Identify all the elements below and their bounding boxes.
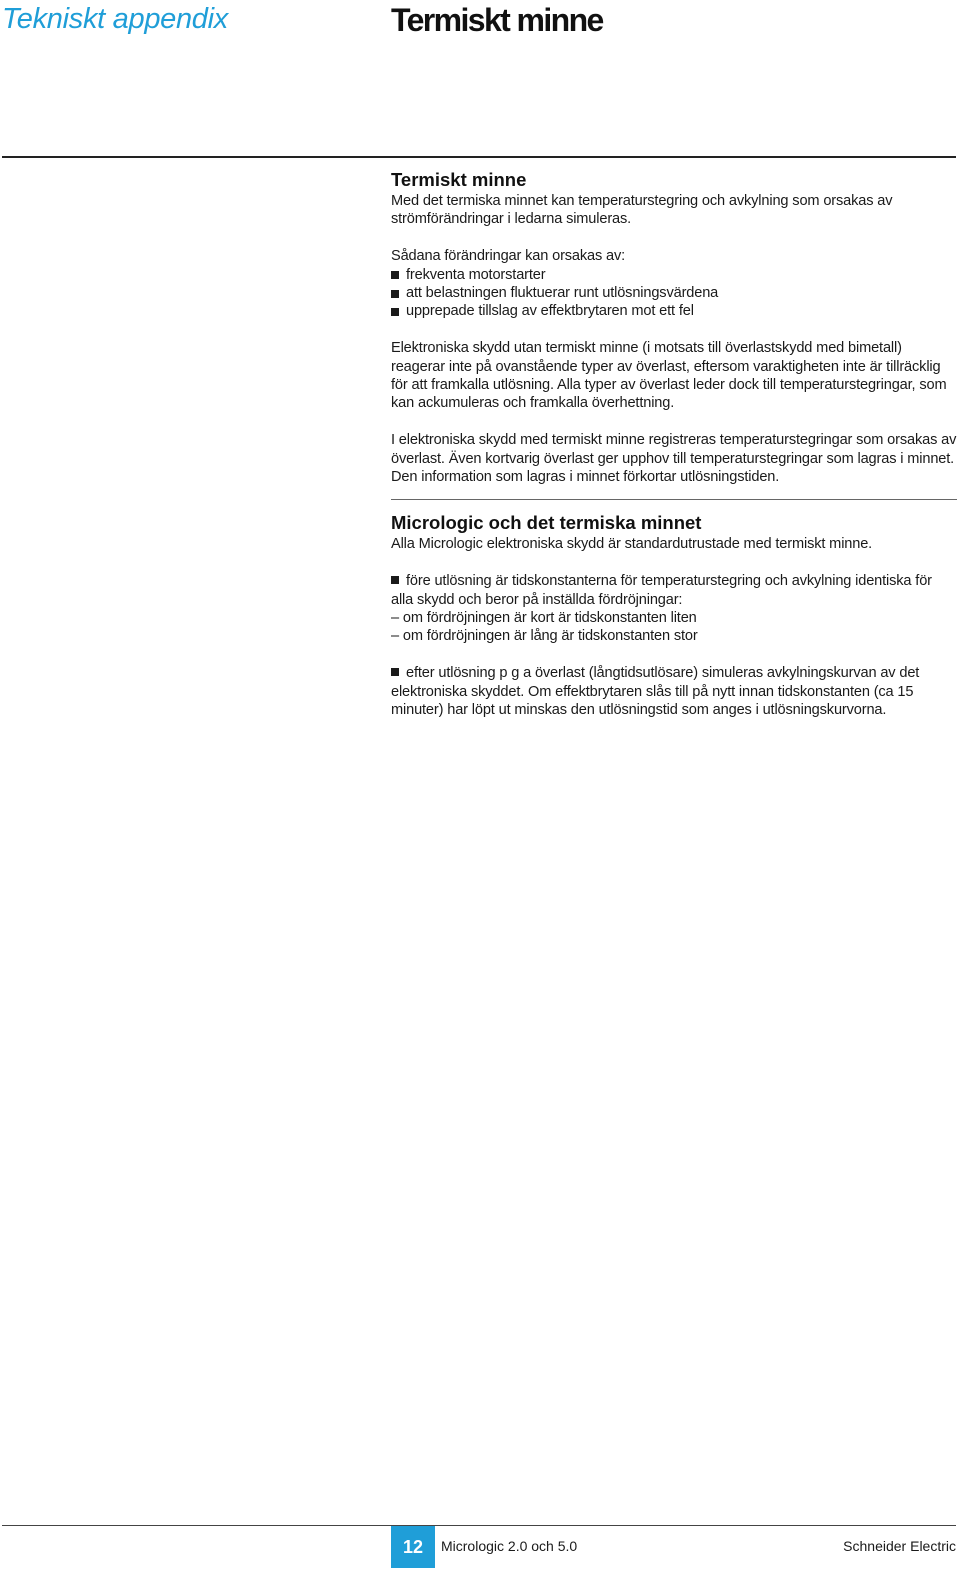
electronic-protection-paragraph: Elektroniska skydd utan termiskt minne (i motsats till överlastskydd med bimetall) reagerar inte på ovanstående typer av överlast, eftersom varaktigheten inte är tillräcklig för att framkalla utlösning. Alla typer av överlast leder dock till temperaturstegringar, som kan ackumuleras och framkalla överhettning. <box>391 340 947 412</box>
list-item-text: att belastningen fluktuerar runt utlösningsvärdena <box>406 285 719 302</box>
list-item-text: upprepade tillslag av effektbrytaren mot ett fel <box>406 303 694 320</box>
square-bullet-icon <box>391 271 399 279</box>
list-item <box>391 302 957 320</box>
list-item-text: efter utlösning p g a överlast (långtidsutlösare) simuleras avkylningskurvan av det elektroniska skyddet. Om effektbrytaren slås till på nytt innan tidskonstanten (ca 15 minuter) har löpt ut minskas den utlösningstid som anges i utlösningskurvorna. <box>391 665 920 719</box>
square-bullet-icon <box>391 668 399 676</box>
list-item <box>391 572 957 609</box>
page-number: 12 <box>391 1526 435 1568</box>
section-divider <box>391 499 957 500</box>
section-heading-micrologic: Micrologic och det termiska minnet <box>391 512 702 534</box>
section-heading-thermal-memory: Termiskt minne <box>391 169 527 190</box>
causes-lead: Sådana förändringar kan orsakas av: <box>391 248 626 265</box>
thermal-memory-paragraph: I elektroniska skydd med termiskt minne registreras temperaturstegringar som orsakas av överlast. Även kortvarig överlast ger upphov till temperaturstegringar som lagras i minnet. <box>391 432 957 467</box>
list-item <box>391 284 957 302</box>
stored-info-paragraph: Den information som lagras i minnet förkortar utlösningstiden. <box>391 469 780 486</box>
square-bullet-icon <box>391 576 399 584</box>
footer-brand: Schneider Electric <box>843 1538 956 1554</box>
intro-paragraph: Med det termiska minnet kan temperaturstegring och avkylning som orsakas av strömförändringar i ledarna simuleras. <box>391 193 893 228</box>
list-item-text: frekventa motorstarter <box>406 266 546 283</box>
footer-document-title: Micrologic 2.0 och 5.0 <box>441 1538 578 1554</box>
list-item <box>391 266 957 284</box>
list-item <box>391 664 957 719</box>
main-content <box>391 168 957 719</box>
page-title: Termiskt minne <box>391 2 603 38</box>
list-item-text: före utlösning är tidskonstanterna för temperaturstegring och avkylning identiska för alla skydd och beror på inställda fördröjningar: <box>391 573 932 608</box>
dash-item: – om fördröjningen är kort är tidskonstanten liten <box>391 610 697 627</box>
micrologic-intro: Alla Micrologic elektroniska skydd är standardutrustade med termiskt minne. <box>391 536 873 553</box>
header-divider <box>2 156 956 158</box>
square-bullet-icon <box>391 290 399 298</box>
square-bullet-icon <box>391 308 399 316</box>
section-label: Tekniskt appendix <box>2 3 228 35</box>
footer-divider <box>2 1525 956 1526</box>
dash-item: – om fördröjningen är lång är tidskonstanten stor <box>391 628 698 645</box>
